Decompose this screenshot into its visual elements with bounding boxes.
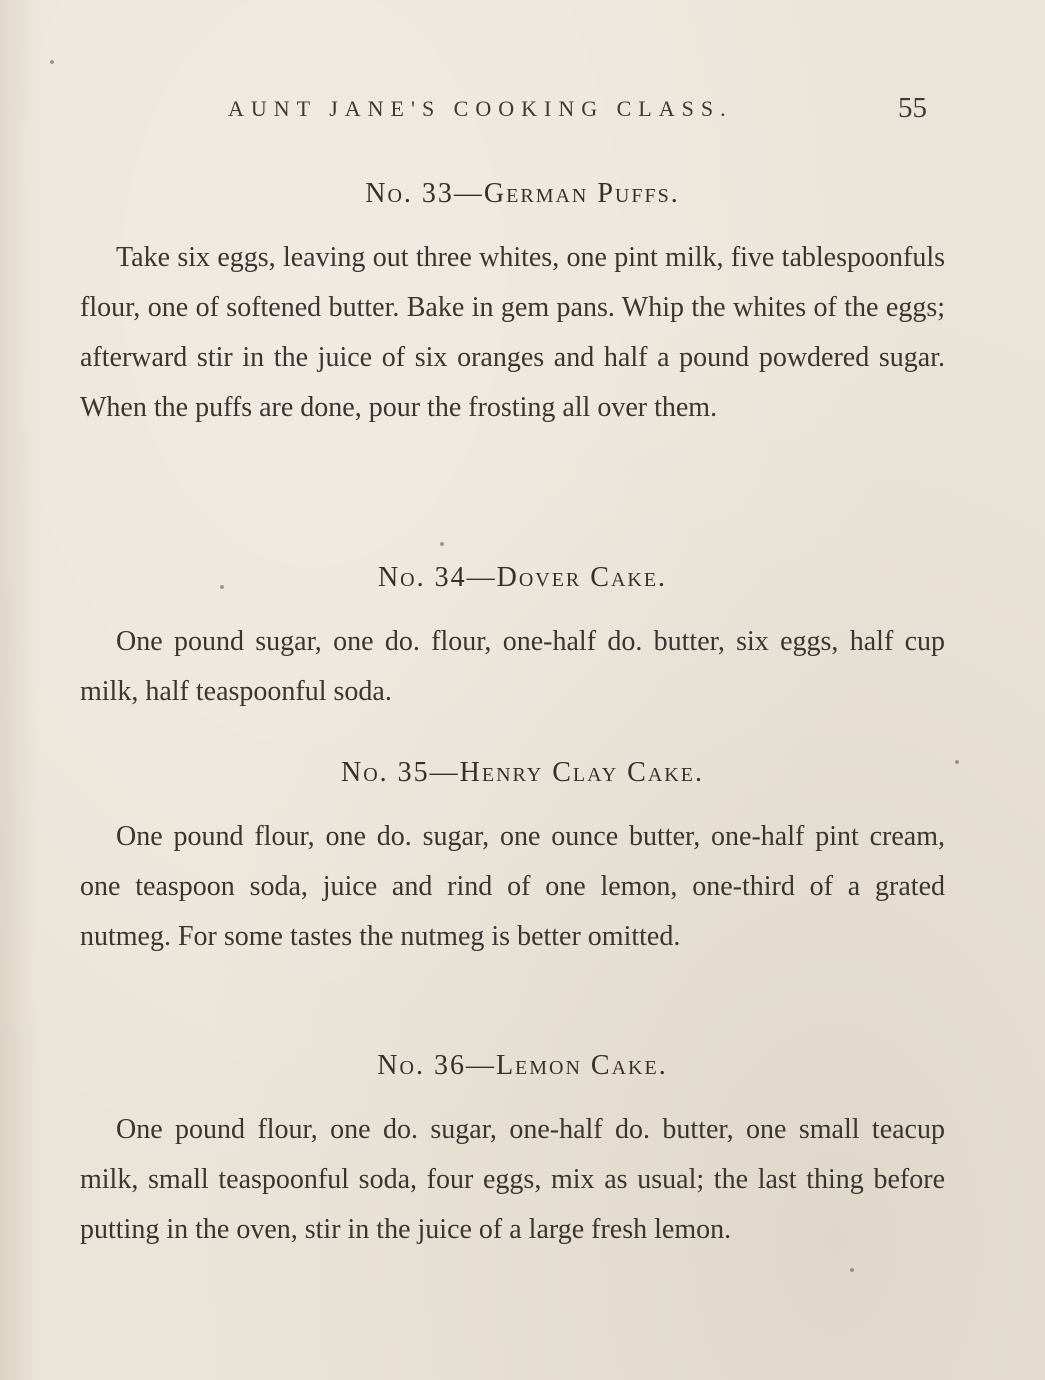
paper-speck [955, 760, 959, 764]
recipe-text-34: One pound sugar, one do. flour, one-half do. butter, six eggs, half cup milk, half teaspoonful soda. [80, 626, 945, 707]
paper-speck [440, 542, 444, 546]
paper-speck [850, 1268, 854, 1272]
paper-speck [50, 60, 54, 64]
recipe-heading-33: No. 33—German Puffs. [365, 178, 680, 209]
running-head: AUNT JANE'S COOKING CLASS. [228, 96, 733, 121]
page-number: 55 [898, 92, 927, 124]
recipe-heading-35: No. 35—Henry Clay Cake. [341, 757, 704, 788]
recipe-text-33: Take six eggs, leaving out three whites, one pint milk, five tablespoonfuls flour, one of softened butter. Bake in gem pans. Whip the whites of the eggs; afterward stir in the juice of six oranges and half a pound powdered sugar. When the puffs are done, pour the frosting all over them. [80, 242, 945, 423]
recipe-heading-36: No. 36—Lemon Cake. [377, 1050, 668, 1081]
recipe-text-35: One pound flour, one do. sugar, one ounce butter, one-half pint cream, one teaspoon soda, juice and rind of one lemon, one-third of a grated nutmeg. For some tastes the nutmeg is better omitted. [80, 821, 945, 952]
recipe-text-36: One pound flour, one do. sugar, one-half do. butter, one small teacup milk, small teaspoonful soda, four eggs, mix as usual; the last thing before putting in the oven, stir in the juice of a large fresh lemon. [80, 1114, 945, 1245]
recipe-heading-34: No. 34—Dover Cake. [377, 562, 668, 593]
paper-speck [220, 585, 224, 589]
